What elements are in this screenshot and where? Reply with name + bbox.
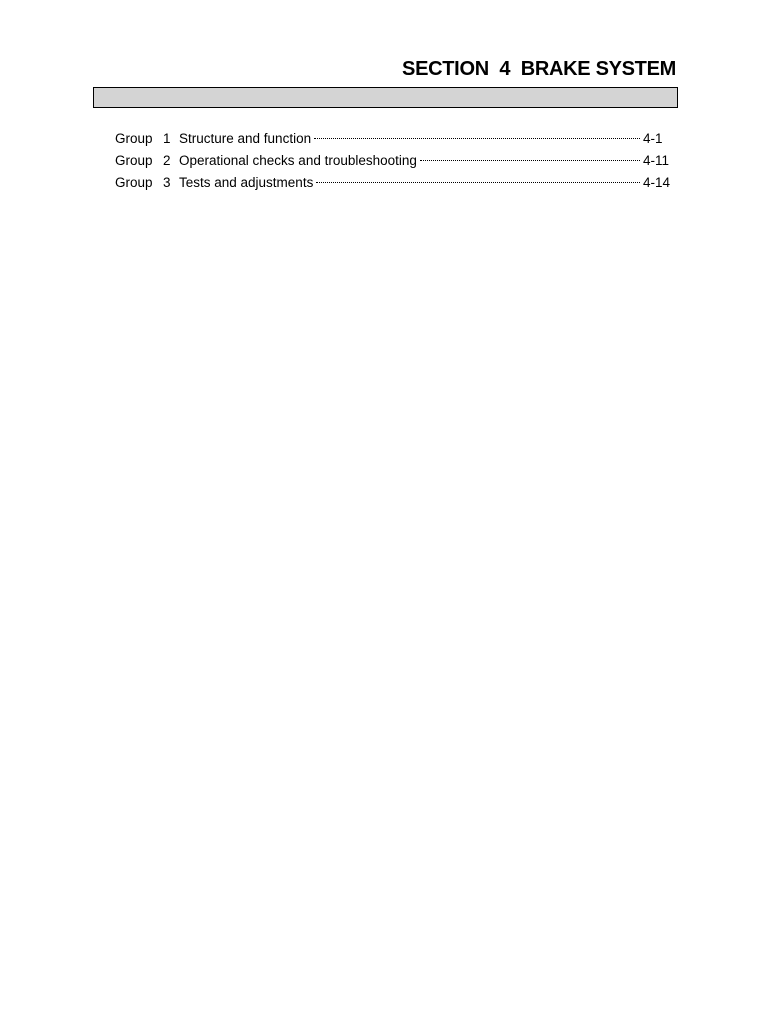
table-of-contents: [115, 128, 671, 194]
toc-group-number: 1: [163, 131, 171, 146]
toc-dot-leader: [316, 182, 640, 183]
toc-group-number: 3: [163, 175, 171, 190]
toc-entry-group-3[interactable]: [115, 172, 671, 194]
toc-group-number: 2: [163, 153, 171, 168]
toc-group-label: Group: [115, 131, 153, 146]
toc-page-number[interactable]: 4-11: [643, 153, 670, 168]
toc-dot-leader: [420, 160, 640, 161]
toc-entry-title[interactable]: Tests and adjustments: [179, 175, 314, 190]
toc-entry-title[interactable]: Structure and function: [179, 131, 312, 146]
toc-dot-leader: [314, 138, 640, 139]
toc-entry-title[interactable]: Operational checks and troubleshooting: [179, 153, 417, 168]
toc-entry-group-2[interactable]: [115, 150, 671, 172]
toc-entry-group-1[interactable]: [115, 128, 671, 150]
toc-page-number[interactable]: 4-14: [643, 175, 671, 190]
toc-group-label: Group: [115, 175, 153, 190]
toc-group-label: Group: [115, 153, 153, 168]
toc-page-number[interactable]: 4-1: [643, 131, 663, 146]
section-title-bar: [93, 87, 678, 108]
section-title: SECTION 4 BRAKE SYSTEM: [402, 58, 676, 80]
